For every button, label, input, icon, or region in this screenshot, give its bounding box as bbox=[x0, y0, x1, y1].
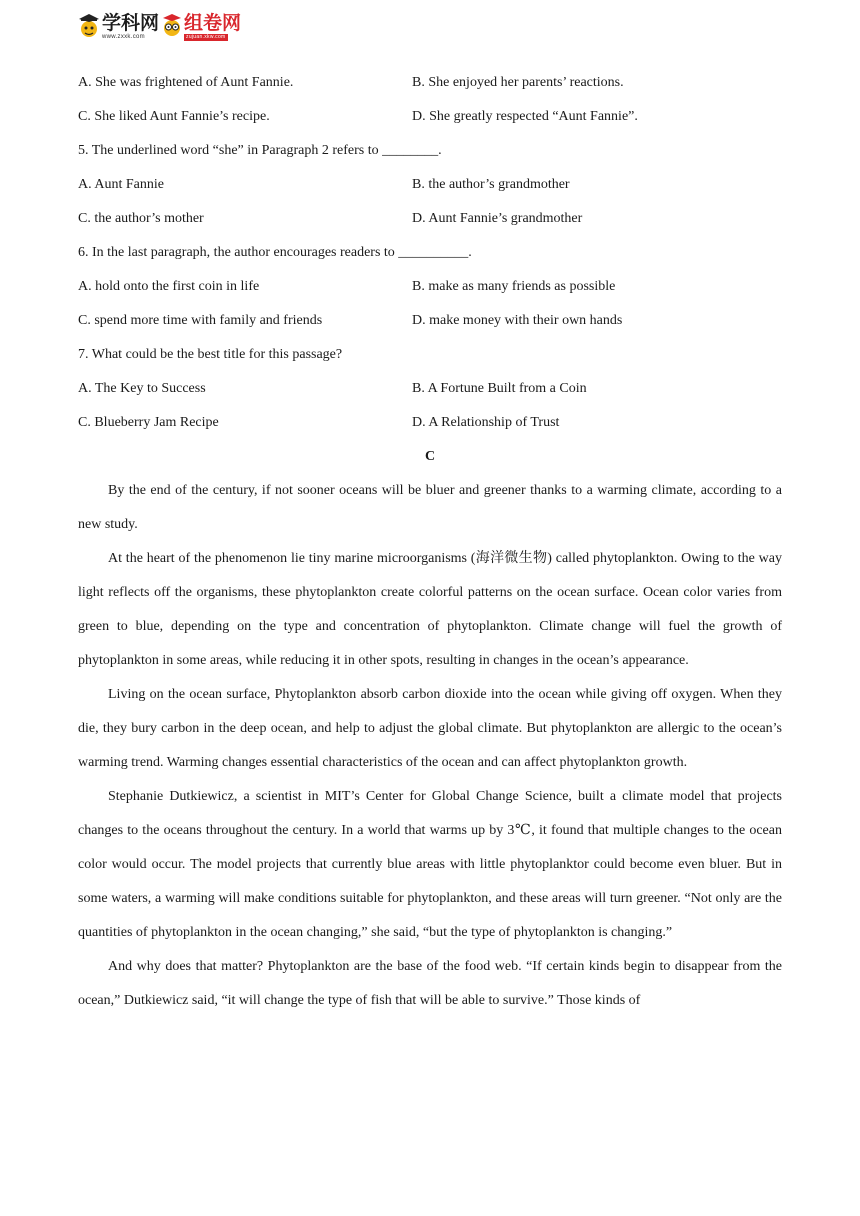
passage-paragraph-4: Stephanie Dutkiewicz, a scientist in MIT’s Center for Global Change Science, built a climate model that projects changes to the oceans throughout the century. In a world that warms up by 3℃, it found that multiple changes to the ocean color would occur. The model projects that currently blue areas with little phytoplanktor could become even bluer. But in some waters, a warming will make conditions suitable for phytoplankton, and these areas will turn greener. “Not only are the quantities of phytoplankton in the ocean changing,” she said, “but the type of phytoplankton is changing.” bbox=[78, 789, 782, 940]
document-body bbox=[78, 66, 782, 1018]
logo-zujuan-sub: zujuan.xkw.com bbox=[186, 34, 226, 40]
mascot-glasses-icon bbox=[162, 13, 182, 39]
q6-stem: 6. In the last paragraph, the author encourages readers to __________. bbox=[78, 245, 472, 260]
q4-options-row-1 bbox=[78, 66, 782, 100]
site-logo bbox=[78, 12, 241, 46]
logo-zxxk-url: www.zxxk.com bbox=[102, 34, 145, 40]
q7-option-d: D. A Relationship of Trust bbox=[412, 415, 560, 430]
q6-option-c: C. spend more time with family and friends bbox=[78, 313, 323, 328]
q5-option-b: B. the author’s grandmother bbox=[412, 177, 570, 192]
passage-paragraph-2: At the heart of the phenomenon lie tiny marine microorganisms (海洋微生物) called phytoplankton. Owing to the way light reflects off the organisms, these phytoplankton create colorful patterns on the ocean surface. Ocean color varies from green to blue, depending on the type and concentration of phytoplankton. Climate change will fuel the growth of phytoplankton in some areas, while reducing it in other spots, resulting in changes in the ocean’s appearance. bbox=[78, 551, 782, 668]
passage-paragraph-1: By the end of the century, if not sooner oceans will be bluer and greener thanks to a warming climate, according to a new study. bbox=[78, 483, 782, 532]
q7-option-c: C. Blueberry Jam Recipe bbox=[78, 415, 219, 430]
q5-options-row-1 bbox=[78, 168, 782, 202]
q5-option-c: C. the author’s mother bbox=[78, 211, 204, 226]
q5-option-d: D. Aunt Fannie’s grandmother bbox=[412, 211, 583, 226]
q6-options-row-2 bbox=[78, 304, 782, 338]
q4-option-d: D. She greatly respected “Aunt Fannie”. bbox=[412, 109, 638, 124]
q4-option-a: A. She was frightened of Aunt Fannie. bbox=[78, 75, 294, 90]
logo-zujuan-text: 组卷网 bbox=[184, 12, 242, 34]
q6-option-d: D. make money with their own hands bbox=[412, 313, 623, 328]
passage-paragraph-3: Living on the ocean surface, Phytoplankton absorb carbon dioxide into the ocean while giving off oxygen. When they die, they bury carbon in the deep ocean, and help to adjust the global climate. But phytoplankton are allergic to the ocean’s warming trend. Warming changes essential characteristics of the ocean and can affect phytoplankton growth. bbox=[78, 687, 782, 770]
q7-options-row-2 bbox=[78, 406, 782, 440]
q5-stem: 5. The underlined word “she” in Paragraph 2 refers to ________. bbox=[78, 143, 442, 158]
q7-stem: 7. What could be the best title for this passage? bbox=[78, 347, 343, 362]
q5-option-a: A. Aunt Fannie bbox=[78, 177, 164, 192]
section-heading: C bbox=[424, 449, 436, 464]
q5-options-row-2 bbox=[78, 202, 782, 236]
q6-options-row-1 bbox=[78, 270, 782, 304]
q4-options-row-2 bbox=[78, 100, 782, 134]
q6-option-b: B. make as many friends as possible bbox=[412, 279, 616, 294]
q6-option-a: A. hold onto the first coin in life bbox=[78, 279, 260, 294]
q7-option-a: A. The Key to Success bbox=[78, 381, 206, 396]
q4-option-b: B. She enjoyed her parents’ reactions. bbox=[412, 75, 624, 90]
passage-paragraph-5: And why does that matter? Phytoplankton are the base of the food web. “If certain kinds begin to disappear from the ocean,” Dutkiewicz said, “it will change the type of fish that will be able to survive.” Those kinds of bbox=[78, 959, 782, 1008]
mascot-icon bbox=[78, 14, 100, 40]
q4-option-c: C. She liked Aunt Fannie’s recipe. bbox=[78, 109, 270, 124]
q7-options-row-1 bbox=[78, 372, 782, 406]
q7-option-b: B. A Fortune Built from a Coin bbox=[412, 381, 587, 396]
logo-zxxk-text: 学科网 bbox=[102, 12, 160, 34]
